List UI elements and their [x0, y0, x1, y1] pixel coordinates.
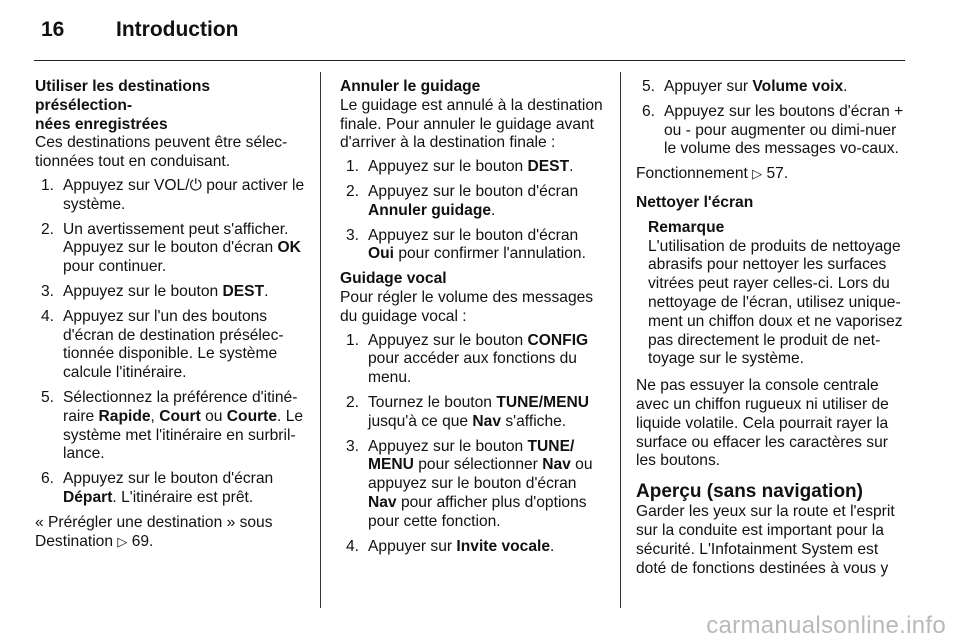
list-item: 1. Appuyez sur le bouton DEST.	[346, 158, 574, 176]
list-item: 4. Appuyez sur l'un des boutons d'écran de destination présélec-tionnée disponible. Le système calcule l'itinéraire.	[41, 307, 284, 382]
list-item: 4. Appuyer sur Invite vocale.	[346, 537, 555, 555]
reference-arrow-icon: ▷	[117, 533, 128, 549]
list-item: 1. Appuyez sur VOL/⏻ pour activer le système.	[41, 176, 305, 213]
voice-steps-continued	[636, 78, 906, 159]
list-item: 6. Appuyez sur le bouton d'écran Départ. L'itinéraire est prêt.	[41, 470, 274, 506]
note-text: L'utilisation de produits de nettoyage abrasifs pour nettoyer les surfaces vitrées peut rayer celles-ci. Lors du nettoyage de l'écran, utilisez unique-ment un chiffon doux et ne vaporisez pas directement le produit de net-toyage sur le système.	[648, 237, 903, 368]
page-title: Introduction	[116, 18, 239, 41]
presets-intro: Ces destinations peuvent être sélec-tionnées tout en conduisant.	[35, 134, 288, 171]
presets-steps	[35, 177, 305, 508]
list-item: 5. Sélectionnez la préférence d'itiné-raire Rapide, Court ou Courte. Le système met l'itinéraire en surbril-lance.	[41, 388, 304, 463]
note-box	[636, 219, 906, 369]
column-3	[636, 78, 906, 578]
note-heading: Remarque	[648, 218, 725, 236]
list-item: 2. Tournez le bouton TUNE/MENU jusqu'à ce que Nav s'affiche.	[346, 393, 590, 430]
column-divider-2	[620, 72, 621, 608]
list-item: 1. Appuyez sur le bouton CONFIG pour accéder aux fonctions du menu.	[346, 331, 589, 387]
cancel-steps	[340, 158, 605, 264]
list-item: 3. Appuyez sur le bouton d'écran Oui pour confirmer l'annulation.	[346, 226, 586, 263]
function-reference: Fonctionnement ▷ 57.	[636, 165, 789, 183]
list-item: 3. Appuyez sur le bouton TUNE/ MENU pour sélectionner Nav ou appuyez sur le bouton d'écran Nav pour afficher plus d'options pour cette fonction.	[346, 437, 593, 530]
preset-reference: « Prérégler une destination » sous Destination ▷ 69.	[35, 513, 273, 550]
list-item: 2. Appuyez sur le bouton d'écran Annuler guidage.	[346, 182, 579, 219]
page-number: 16	[41, 18, 65, 41]
voice-steps	[340, 332, 605, 557]
section-heading-clean: Nettoyer l'écran	[636, 193, 754, 211]
section-heading-overview: Aperçu (sans navigation)	[636, 481, 863, 503]
list-item: 2. Un avertissement peut s'afficher. Appuyez sur le bouton d'écran OK pour continuer.	[41, 220, 301, 276]
power-icon: ⏻	[189, 176, 202, 194]
watermark: carmanualsonline.info	[706, 612, 946, 639]
overview-text: Garder les yeux sur la route et l'esprit sur la conduite est important pour la sécurité. L'Infotainment System est doté de fonctions destinées à vous y	[636, 503, 895, 577]
list-item: 3. Appuyez sur le bouton DEST.	[41, 282, 269, 300]
list-item: 5. Appuyer sur Volume voix.	[642, 78, 848, 95]
page-header	[35, 17, 925, 57]
section-heading-voice: Guidage vocal	[340, 270, 447, 288]
section-heading-presets: Utiliser les destinations présélection- nées enregistrées	[35, 78, 211, 133]
cancel-intro: Le guidage est annulé à la destination finale. Pour annuler le guidage avant d'arriver à la destination finale :	[340, 96, 603, 152]
column-1	[35, 78, 305, 551]
voice-intro: Pour régler le volume des messages du guidage vocal :	[340, 288, 594, 325]
section-heading-cancel: Annuler le guidage	[340, 78, 481, 95]
header-rule	[34, 60, 905, 61]
column-divider-1	[320, 72, 321, 608]
column-2	[340, 78, 605, 562]
warning-text: Ne pas essuyer la console centrale avec un chiffon rugueux ni utiliser de liquide volatile. Cela pourrait rayer la surface ou effacer les caractères sur les boutons.	[636, 377, 889, 470]
list-item: 6. Appuyez sur les boutons d'écran + ou - pour augmenter ou dimi-nuer le volume des messages vo-caux.	[642, 102, 904, 158]
reference-arrow-icon: ▷	[752, 166, 763, 182]
